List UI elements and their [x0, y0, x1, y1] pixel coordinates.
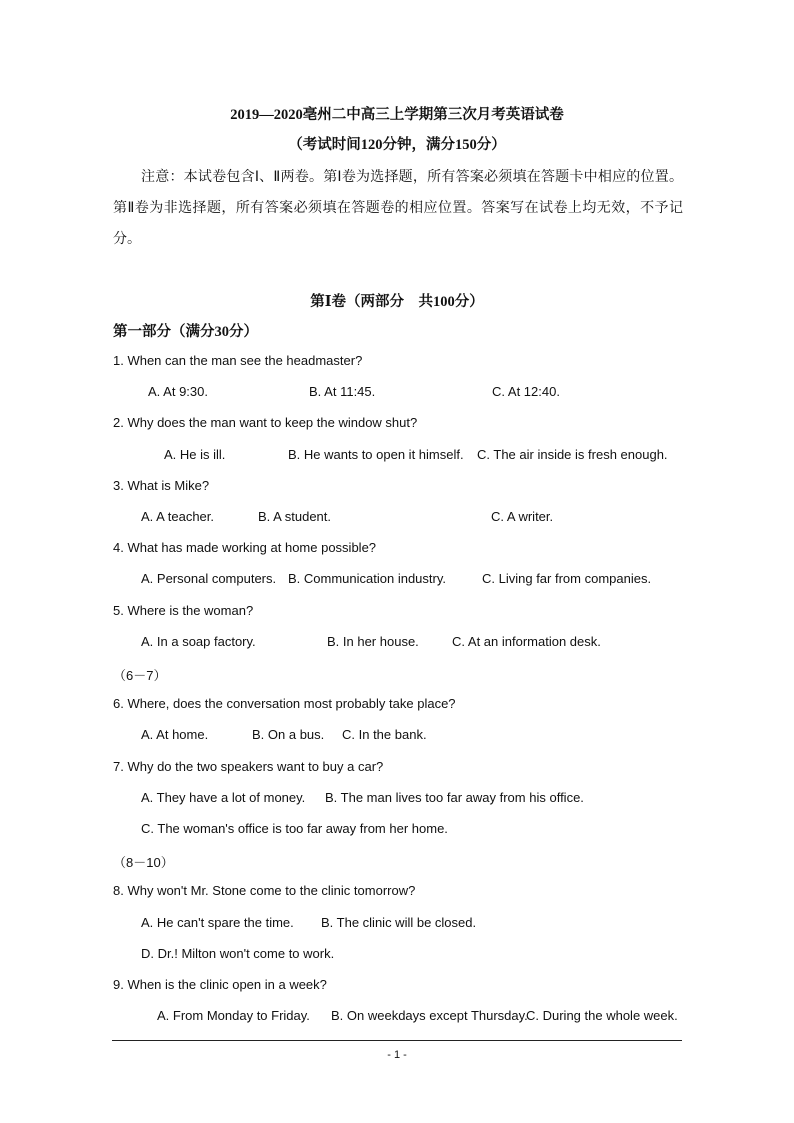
page-number: - 1 -	[387, 1049, 407, 1061]
group-label-6-7: （6－7）	[113, 668, 167, 683]
option-9b: B. On weekdays except Thursday.	[331, 1008, 528, 1023]
question-7: 7. Why do the two speakers want to buy a car?	[113, 759, 384, 774]
option-2c: C. The air inside is fresh enough.	[477, 447, 668, 462]
question-2: 2. Why does the man want to keep the window shut?	[113, 415, 418, 430]
option-3c: C. A writer.	[491, 509, 554, 524]
option-7c: C. The woman's office is too far away from her home.	[141, 821, 448, 836]
option-4b: B. Communication industry.	[288, 571, 446, 586]
option-4c: C. Living far from companies.	[482, 571, 652, 586]
option-9a: A. From Monday to Friday.	[157, 1008, 310, 1023]
option-6b: B. On a bus.	[252, 727, 325, 742]
option-5c: C. At an information desk.	[452, 634, 601, 649]
option-8d: D. Dr.! Milton won't come to work.	[141, 946, 335, 961]
option-7a: A. They have a lot of money.	[141, 790, 306, 805]
question-4: 4. What has made working at home possible?	[113, 540, 377, 555]
section-title: 第Ⅰ卷（两部分 共100分）	[310, 294, 484, 310]
footer-divider	[112, 1040, 682, 1041]
part-title: 第一部分（满分30分）	[113, 324, 258, 340]
exam-notice: 注意：本试卷包含Ⅰ、Ⅱ两卷。第Ⅰ卷为选择题，所有答案必须填在答题卡中相应的位置。第Ⅱ卷为非选择题，所有答案必须填在答题卷的相应位置。答案写在试卷上均无效，不予记分。	[113, 169, 683, 247]
exam-subtitle: （考试时间120分钟，满分150分）	[288, 137, 506, 153]
question-5: 5. Where is the woman?	[113, 603, 254, 618]
option-3a: A. A teacher.	[141, 509, 214, 524]
option-1c: C. At 12:40.	[492, 384, 560, 399]
option-7b: B. The man lives too far away from his office.	[325, 790, 584, 805]
question-8: 8. Why won't Mr. Stone come to the clinic tomorrow?	[113, 883, 416, 898]
option-3b: B. A student.	[258, 509, 331, 524]
option-5b: B. In her house.	[327, 634, 419, 649]
question-1: 1. When can the man see the headmaster?	[113, 353, 363, 368]
option-2b: B. He wants to open it himself.	[288, 447, 464, 462]
option-9c: C. During the whole week.	[526, 1008, 678, 1023]
question-9: 9. When is the clinic open in a week?	[113, 977, 327, 992]
group-label-8-10: （8－10）	[113, 855, 174, 870]
question-3: 3. What is Mike?	[113, 478, 210, 493]
question-6: 6. Where, does the conversation most probably take place?	[113, 696, 456, 711]
exam-title: 2019—2020亳州二中高三上学期第三次月考英语试卷	[230, 107, 564, 123]
option-8b: B. The clinic will be closed.	[321, 915, 477, 930]
option-1b: B. At 11:45.	[309, 384, 376, 399]
option-2a: A. He is ill.	[164, 447, 226, 462]
option-6a: A. At home.	[141, 727, 209, 742]
option-5a: A. In a soap factory.	[141, 634, 256, 649]
option-6c: C. In the bank.	[342, 727, 427, 742]
option-4a: A. Personal computers.	[141, 571, 277, 586]
option-1a: A. At 9:30.	[148, 384, 208, 399]
option-8a: A. He can't spare the time.	[141, 915, 294, 930]
